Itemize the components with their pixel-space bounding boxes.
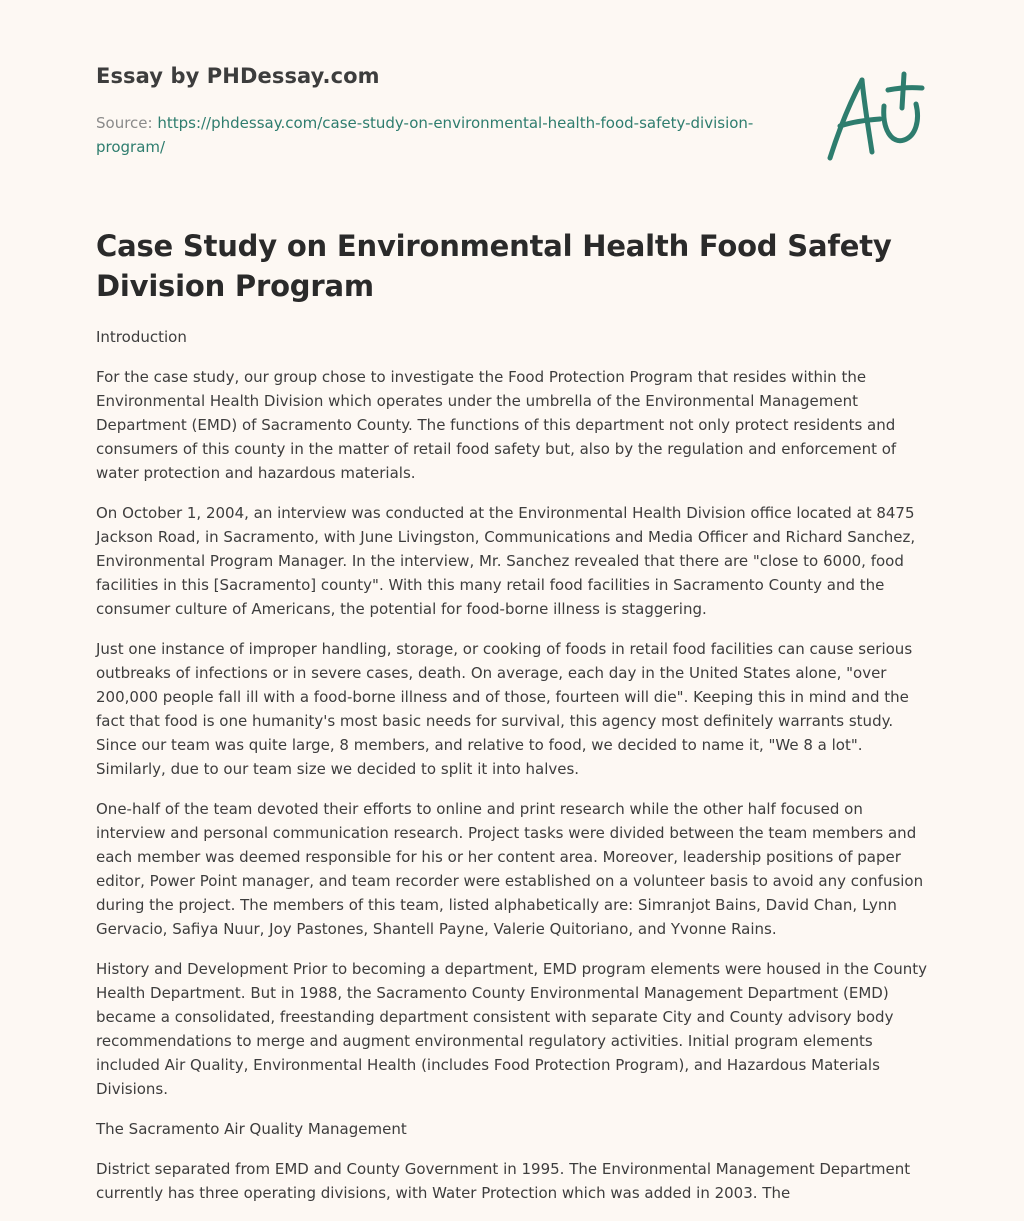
paragraph: Just one instance of improper handling, storage, or cooking of foods in retail food facilities can cause serious outbreaks of infections or in severe cases, death. On average, each day in the United States alone, "over 200,000 people fall ill with a food-borne illness and of those, fourteen will die". Keeping this in mind and the fact that food is one humanity's most basic needs for survival, this agency most definitely warrants study. Since our team was quite large, 8 members, and relative to food, we decided to name it, "We 8 a lot". Similarly, due to our team size we decided to split it into halves. xyxy=(96,640,913,778)
paragraph: For the case study, our group chose to investigate the Food Protection Program that resides within the Environmental Health Division which operates under the umbrella of the Environmental Management Department (EMD) of Sacramento County. The functions of this department not only protect residents and consumers of this county in the matter of retail food safety but, also by the regulation and enforcement of water protection and hazardous materials. xyxy=(96,368,897,482)
site-brand: Essay by PHDessay.com xyxy=(96,64,380,88)
a-plus-logo-icon xyxy=(822,68,926,164)
paragraph: On October 1, 2004, an interview was conducted at the Environmental Health Division office located at 8475 Jackson Road, in Sacramento, with June Livingston, Communications and Media Officer and Richard Sanchez, Environmental Program Manager. In the interview, Mr. Sanchez revealed that there are "close to 6000, food facilities in this [Sacramento] county". With this many retail food facilities in Sacramento County and the consumer culture of Americans, the potential for food-borne illness is staggering. xyxy=(96,504,916,618)
paragraph: History and Development Prior to becoming a department, EMD program elements were housed in the County Health Department. But in 1988, the Sacramento County Environmental Management Department (EMD) became a consolidated, freestanding department consistent with separate City and County advisory body recommendations to merge and augment environmental regulatory activities. Initial program elements included Air Quality, Environmental Health (includes Food Protection Program), and Hazardous Materials Divisions. xyxy=(96,960,927,1098)
article-title: Case Study on Environmental Health Food Safety Division Program xyxy=(96,229,892,303)
source-link[interactable]: https://phdessay.com/case-study-on-environmental-health-food-safety-division-program/ xyxy=(96,114,754,156)
paragraph-heading-air-quality: The Sacramento Air Quality Management xyxy=(96,1120,407,1138)
paragraph: One-half of the team devoted their efforts to online and print research while the other half focused on interview and personal communication research. Project tasks were divided between the team members and each member was deemed responsible for his or her content area. Moreover, leadership positions of paper editor, Power Point manager, and team recorder were established on a volunteer basis to avoid any confusion during the project. The members of this team, listed alphabetically are: Simranjot Bains, David Chan, Lynn Gervacio, Safiya Nuur, Joy Pastones, Shantell Payne, Valerie Quitoriano, and Yvonne Rains. xyxy=(96,800,924,938)
paragraph: District separated from EMD and County Government in 1995. The Environmental Management Department currently has three operating divisions, with Water Protection which was added in 2003. The xyxy=(96,1160,911,1202)
article-body xyxy=(96,325,928,1221)
source-line xyxy=(96,111,776,159)
paragraph-heading-introduction: Introduction xyxy=(96,328,187,346)
source-label: Source: xyxy=(96,114,158,132)
